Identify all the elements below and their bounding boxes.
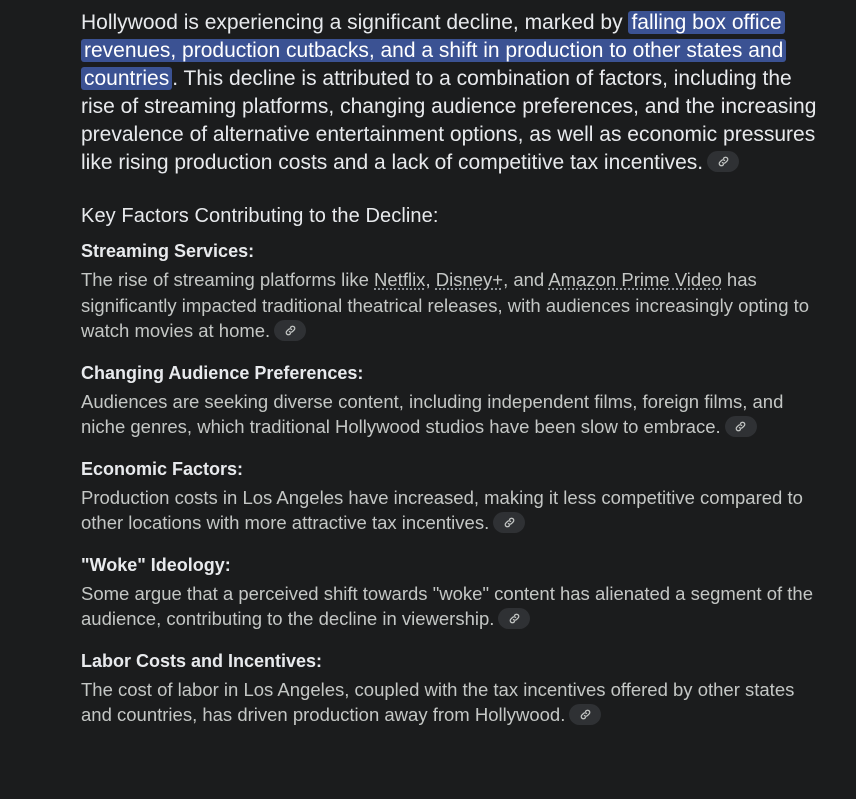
amazon-prime-video-link[interactable]: Amazon Prime Video [548, 269, 722, 290]
factor-separator: , and [503, 269, 549, 290]
factor-text-body: Some argue that a perceived shift towards "woke" content has alienated a segment of the audience, contributing to the decline in viewership. [81, 582, 813, 629]
source-link-chip[interactable] [498, 608, 530, 629]
factor-title: Changing Audience Preferences: [81, 362, 364, 383]
factor-woke-ideology [81, 553, 826, 632]
link-icon [734, 420, 747, 433]
intro-text-before: Hollywood is experiencing a significant decline, marked by [81, 11, 629, 34]
factor-text [81, 581, 826, 632]
disney-plus-link[interactable]: Disney+ [435, 269, 504, 290]
factor-text-after: has significantly impacted traditional theatrical releases, with audiences increasingly opting to watch movies at home. [81, 269, 810, 341]
netflix-link[interactable]: Netflix [374, 269, 426, 290]
section-heading: Key Factors Contributing to the Decline: [81, 205, 439, 227]
source-link-chip[interactable] [569, 704, 601, 725]
link-icon [508, 612, 521, 625]
source-link-chip[interactable] [707, 151, 739, 172]
factor-title: "Woke" Ideology: [81, 554, 231, 575]
intro-paragraph [81, 9, 826, 177]
factor-separator: , [425, 269, 436, 290]
link-icon [284, 324, 297, 337]
factor-text [81, 267, 826, 344]
response-content [81, 9, 826, 728]
factor-text-before: The rise of streaming platforms like [81, 269, 375, 290]
factor-title: Labor Costs and Incentives: [81, 650, 323, 671]
factor-text [81, 677, 826, 728]
source-link-chip[interactable] [725, 416, 757, 437]
factor-labor-costs-and-incentives [81, 649, 826, 728]
link-icon [503, 516, 516, 529]
link-icon [579, 708, 592, 721]
factor-title: Economic Factors: [81, 458, 244, 479]
link-icon [717, 155, 730, 168]
intro-text-after: . This decline is attributed to a combination of factors, including the rise of streaming platforms, changing audience preferences, and the increasing prevalence of alternative entertainment options, as well as economic pressures like rising production costs and a lack of competitive tax incentives. [81, 67, 817, 174]
factor-economic-factors [81, 457, 826, 536]
factor-text-body: Production costs in Los Angeles have increased, making it less competitive compared to other locations with more attractive tax incentives. [81, 486, 803, 533]
factor-text [81, 389, 826, 440]
factor-changing-audience-preferences [81, 361, 826, 440]
intro-highlight: falling box office revenues, production cutbacks, and a shift in production to other states and countries [81, 11, 786, 90]
source-link-chip[interactable] [274, 320, 306, 341]
factor-text-body: Audiences are seeking diverse content, including independent films, foreign films, and niche genres, which traditional Hollywood studios have been slow to embrace. [81, 390, 784, 437]
factor-title: Streaming Services: [81, 241, 255, 261]
factor-streaming-services [81, 239, 826, 344]
factor-text-body: The cost of labor in Los Angeles, coupled with the tax incentives offered by other states and countries, has driven production away from Hollywood. [81, 678, 795, 725]
factor-text [81, 485, 826, 536]
source-link-chip[interactable] [493, 512, 525, 533]
